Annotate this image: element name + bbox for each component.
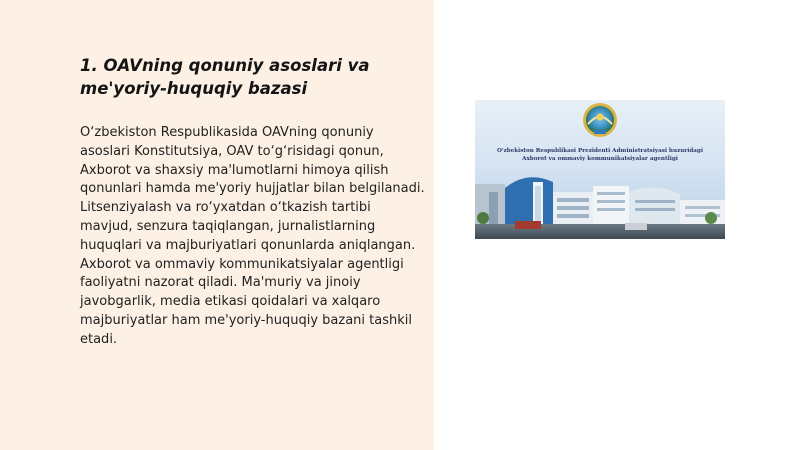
title-line-1: 1. OAVning qonuniy asoslari va [80, 56, 370, 75]
title-line-2: me'yoriy-huquqiy bazasi [80, 79, 308, 98]
state-emblem-icon [583, 103, 617, 137]
agency-building-photo [475, 100, 725, 239]
agency-sign-line-1: O'zbekiston Respublikasi Prezidenti Administratsiyasi huzuridagi [497, 148, 703, 154]
agency-sign-line-2: Axborot va ommaviy kommunikatsiyalar agentligi [522, 156, 678, 162]
body-paragraph: O‘zbekiston Respublikasida OAVning qonuniy asoslari Konstitutsiya, OAV to‘g‘risidagi qonun, Axborot va shaxsiy ma'lumotlarni himoya qilish qonunlari hamda me'yoriy hujjatlar bilan belgilanadi. Litsenziyalash va ro‘yxatdan o‘tkazish tartibi mavjud, senzura taqiqlangan, jurnalistlarning huquqlari va majburiyatlari qonunlarda aniqlangan. Axborot va ommaviy kommunikatsiyalar agentligi faoliyatni nazorat qiladi. Ma'muriy va jinoiy javobgarlik, media etikasi qoidalari va xalqaro majburiyatlar ham me'yoriy-huquqiy bazani tashkil etadi. [80, 125, 425, 347]
slide-title [80, 54, 410, 100]
